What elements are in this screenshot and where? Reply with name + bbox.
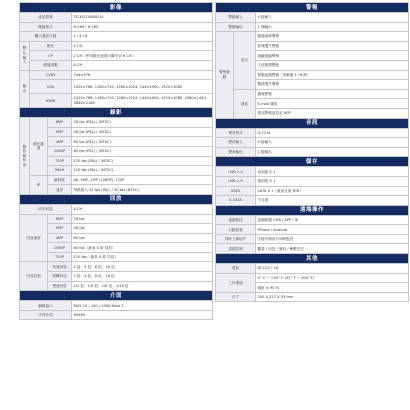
vga-value: 1024×768, 1280×720, 1280×1024, 1440×900, 1920×1080 [72,80,213,94]
alarm-out-label: 警報輸出 [216,22,256,32]
playback-header: 回放 [20,194,213,204]
size-value: 300 X 227 X 53 mm [256,292,409,302]
pb-res-value: 60 fps [72,233,213,243]
mobile-label: 行動裝置 [216,225,256,235]
serial-label: 序列介面 [20,310,72,320]
humidity-value: 濕度 ≤ 90 % [256,283,409,293]
ip-rate-value: 每路最大 25 fps (PAL) / 30 fps (NTSC) [72,185,213,195]
other-header: 其他 [216,254,409,264]
audio-format-label: 聲音格式 [216,128,256,138]
cvbs-label: CVBS [30,70,72,80]
audio-out-label: 聲音輸出 [216,147,256,157]
mobile-value: iPhone / Android [256,225,409,235]
network-value: RJ45 10 / 100 / 1000 Base-T [72,301,213,311]
esata-label: E-SATA [216,196,256,206]
storage-header: 儲存 [216,157,409,167]
pb-res-value: 48 fps [72,224,213,234]
codec-value: H.264 / H.265 [72,22,213,32]
alarm-setting-item: 遮蔽遮擋警報 [256,51,409,61]
rec-res-value: 120 fps (PAL) / (NTSC) [72,166,213,176]
model-value: TE-XSC0408EI-N [72,13,213,23]
alarm-setting-item: 入侵偵測警報 [256,60,409,70]
sync-playback-value: 4 CH [72,204,213,214]
rec-res-label: 1080P [48,146,72,156]
record-header: 錄影 [20,108,213,118]
video-header: 影像 [20,3,213,13]
vga-label: VGA [30,80,72,94]
alarm-setting-item: 移動偵測警報（需動態 1~6 路） [256,70,409,80]
alarm-header: 警報 [216,3,409,13]
users-label: 同時上線用戶 [216,234,256,244]
remote-control-label: 遠端控制 [216,244,256,254]
rec-res-label: 4MP [48,137,72,147]
remote-control-value: 觀看 / 回放 / 備份 / 參數設定 [256,244,409,254]
audio-in-value: 4 組輸入 [256,138,409,148]
audio-out-value: 1 組輸出 [256,147,409,157]
pb-ctrl-label: 慢速回放 [48,281,72,291]
total-ch-value: 6 CH [72,60,213,70]
rec-res-value: 60 fps (PAL) / (NTSC) [72,146,213,156]
ip-rate-label: 速度 [48,185,72,195]
left-spec-column [19,2,213,320]
ip-ch-value: 2 CH（停用類比通道可擴充至 6 CH） [72,51,213,61]
network-label: 網路接口 [20,301,72,311]
pb-ctrl-value: 1/2 倍、1/4 倍、1/8 倍、1/16 倍 [72,281,213,291]
pb-res-label: 8MP [48,214,72,224]
sync-playback-label: 同步回放 [20,204,72,214]
split-label: 顯示畫面分割 [20,32,72,42]
interface-header: 介面 [20,291,213,301]
sata-label: SATA [216,186,256,196]
environment-label: 工作環境 [216,273,256,292]
codec-label: 壓縮格式 [20,22,72,32]
remote-monitor-label: 遠端監控 [216,215,256,225]
rec-res-value: 48 fps (PAL) / (NTSC) [72,127,213,137]
ip-res-label: 解析度 [48,175,72,185]
audio-format-value: G.711a [256,128,409,138]
pb-ctrl-label: 快速回放 [48,262,72,272]
alarm-notify-label: 通知 [234,89,256,118]
esata-value: 不支援 [256,196,409,206]
audio-in-label: 聲音輸入 [216,138,256,148]
serial-value: RS485 [72,310,213,320]
usb-front-value: 前面板 X 1 [256,167,409,177]
remote-header: 遠端操作 [216,205,409,215]
users-value: 支援多個用戶同時監控 [256,234,409,244]
total-ch-label: 總通道數 [30,60,72,70]
ip-channel-group: IP [30,175,48,194]
remote-monitor-value: 遠端軟體 CMS / APP / IE [256,215,409,225]
pb-res-value: 28 fps [72,214,213,224]
temperature-value: 0° C ~ +40° C (32° F ~ 104° F) [256,273,409,283]
alarm-in-label: 警報輸入 [216,13,256,23]
rec-res-value: 60 fps (PAL) / (NTSC) [72,137,213,147]
power-value: DC12V / 2A [256,264,409,274]
model-label: 產品型號 [20,13,72,23]
size-label: 尺寸 [216,292,256,302]
sata-value: SATA X 1（最高支援 8TB） [256,186,409,196]
ip-res-value: 4K, 4MP, 2MP (1080P), 720P [72,175,213,185]
pb-ctrl-value: 2 倍、4 倍、8 倍、16 倍 [72,272,213,282]
cvbs-value: 704×576 [72,70,213,80]
analog-channel-group: 類比通道 [30,118,48,176]
rec-res-label: 720P [48,156,72,166]
alarm-out-value: 1 個輸出 [256,22,409,32]
power-label: 電源 [216,264,256,274]
alarm-linkage-group: 警報連動 [216,32,234,118]
rec-res-value: 120 fps (PAL) / (NTSC) [72,156,213,166]
analog-ch-label: 類比 [30,41,72,51]
playback-control-group: 回放控制 [20,262,48,291]
pb-ctrl-value: 2 倍、4 倍、8 倍、16 倍 [72,262,213,272]
rec-res-label: 8MP [48,118,72,128]
right-spec-column [215,2,409,302]
alarm-notify-item: E-mail 通知 [256,99,409,109]
playback-speed-group: 回放速度 [20,214,48,262]
alarm-in-value: 4 組輸入 [256,13,409,23]
pb-res-label: 1080P [48,243,72,253]
alarm-notify-item: 通報警報 [256,89,409,99]
split-value: 1 / 4 / 6 [72,32,213,42]
usb-rear-value: 後面板 X 1 [256,176,409,186]
alarm-setting-item: 影像遺失警報 [256,41,409,51]
pb-ctrl-label: 倒轉回放 [48,272,72,282]
rec-res-value: 28 fps (PAL) / (NTSC) [72,118,213,128]
right-spec-table [215,2,409,302]
pb-res-value: 60 fps（最高 4 路 同放） [72,243,213,253]
hdmi-value: 1024×768, 1280×720, 1280×1024, 1440×900, 1920×1080, 2560×1440, 3840×2160 [72,94,213,108]
record-res-group: 錄影解析度 [20,118,30,195]
pb-res-label: 4MP [48,233,72,243]
alarm-setting-label: 設定 [234,32,256,90]
left-spec-table [19,2,213,320]
usb-front-label: USB 2.0 [216,167,256,177]
alarm-notify-item: 推送警報訊息至 APP [256,108,409,118]
analog-ch-value: 4 CH [72,41,213,51]
hdmi-label: HDMI [30,94,72,108]
rec-res-label: 5MP [48,127,72,137]
rec-res-label: 960H [48,166,72,176]
output-group: 輸出 [20,70,30,108]
pb-res-label: 5MP [48,224,72,234]
alarm-setting-item: 動態偵測警報 [256,32,409,42]
ip-ch-label: I P [30,51,72,61]
audio-header: 音訊 [216,118,409,128]
pb-res-label: 720P [48,252,72,262]
pb-res-value: 120 fps（最高 4 路 同放） [72,252,213,262]
alarm-setting-item: 數據遺失警報 [256,80,409,90]
digital-input-group: 數位輸入 [20,41,30,70]
usb-rear-label: USB 2.0 [216,176,256,186]
